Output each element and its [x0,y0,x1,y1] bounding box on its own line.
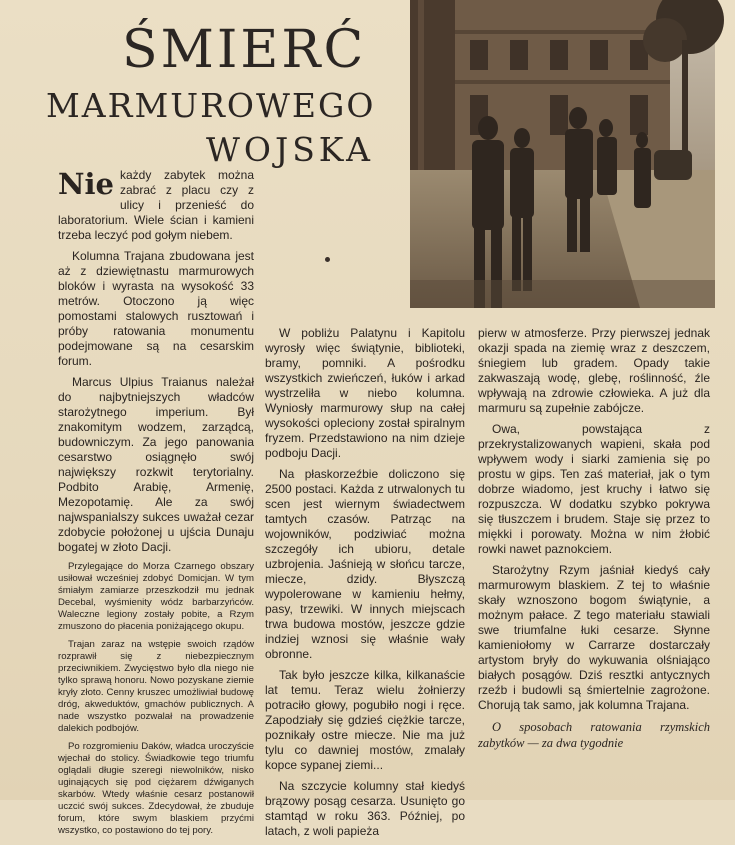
body-paragraph-continued: pierw w atmosferze. Przy pierwszej jednak okazji spada na ziemię wraz z deszczem, śniegiem lub gradem. Opady takie zakwaszają wodę, glebę, roślinność, źle wpływają na zdrowie człowieka. A już dla marmuru są zupełnie zabójcze. [478,326,710,415]
photo-illustration [410,0,715,308]
headline-line-2: MARMUROWEGO [46,86,376,125]
small-paragraph: Trajan zaraz na wstępie swoich rządów rozprawił się z niebezpiecznym przeciwnikiem. Zwycięstwo było dla niego nie tylko sprawą honoru. Nowo pozyskane ziemie kryły złoto. Cenny kruszec umożliwiał budowę dróg, akweduktów, gmachów publicznych. A nade wszystko pozwalał na prowadzenie dalekich podbojów. [58,639,254,734]
column-2 [265,326,465,845]
body-paragraph: Owa, powstająca z przekrystalizowanych wapieni, skała pod wpływem wody i siarki zamienia się po prostu w gips. Ten zaś materiał, jak o tym dobrze wiadomo, jest kruchy i łatwo się rozpuszcza. W dodatku szybko pokrywa się tłuszczem i brudem. Staje się przez to miękki i porowaty. Można w nim żłobić rowki nawet paznokciem. [478,422,710,556]
body-paragraph: Starożytny Rzym jaśniał kiedyś cały marmurowym blaskiem. Z tej to właśnie skały wznoszono bogom świątynie, a możnym pałace. Z tego materiału stawiali swe triumfalne łuki cesarze. Słynne kamieniołomy w Carrarze dostarczały artystom bryły do wykuwania olśniająco białych posągów. Dziś resztki antycznych rzeźb i budowli są śmiertelnie zagrożone. Chorują tak samo, jak kolumna Trajana. [478,563,710,712]
body-paragraph: Marcus Ulpius Traianus należał do najbytniejszych władców starożytnego imperium. Był znakomitym wodzem, zarządcą, budowniczym. Za jego panowania cesarstwo osiągnęło swój największy rozkwit terytorialny. Podbito Arabię, Armenię, Mezopotamię. Ale za swój najwspanialszy sukces uważał cezar zdobycie położonej u ujścia Dunaju bogatej w złoto Dacji. [58,375,254,554]
drop-cap-word: Nie [58,167,114,201]
small-paragraph: Po rozgromieniu Daków, władca uroczyście wjechał do stolicy. Świadkowie tego triumfu oglądali długie szeregi niewolników, nisko uginających się pod ciężarem dźwiganych skarbów. Wtedy właśnie cesarz postanowił uczcić swój sukces. Zdecydował, że zbuduje forum, które swym blaskiem przyćmi wszystko, co postawiono do tej pory. [58,741,254,836]
street-scene-photo [410,0,715,308]
body-paragraph: Na szczycie kolumny stał kiedyś brązowy posąg cesarza. Usunięto go stamtąd w roku 363. Później, po latach, z woli papieża [265,779,465,838]
lead-text: każdy zabytek można zabrać z placu czy z ulicy i przenieść do laboratorium. Wiele ścian i kamieni trzeba leczyć pod gołym niebem. [58,168,254,242]
column-1 [58,168,254,843]
body-paragraph: Na płaskorzeźbie doliczono się 2500 postaci. Każda z utrwalonych tu scen jest wiernym świadectwem tamtych czasów. Patrząc na wojowników, podziwiać można szczegóły ich ubioru, detale uzbrojenia. Jaśnieją w słońcu tarcze, miecze, dzidy. Błyszczą wypolerowane w kamieniu hełmy, pasy, trzewiki. W innych miejscach trwa budowa mostów, jeszcze gdzie indziej wznosi się właśnie wały obronne. [265,467,465,661]
headline-line-1: ŚMIERĆ [122,20,367,80]
small-paragraph: Przylegające do Morza Czarnego obszary usiłował wcześniej zdobyć Domicjan. W tym śmiałym zamiarze przeszkodził mu jednak Decebal, wyśmienity wódz barbarzyńców. Waleczne legiony zostały pobite, a Rzym zmuszono do płacenia poniżającego okupu. [58,561,254,632]
body-paragraph: W pobliżu Palatynu i Kapitolu wyrosły więc świątynie, biblioteki, bramy, pomniki. A pośrodku wszystkich zwieńczeń, łuków i arkad wystrzeliła w niebo kolumna. Wyniosły marmurowy słup na całej wysokości opleciony został spiralnym fryzem. Przedstawiono na nim dzieje podboju Dacji. [265,326,465,460]
continued-next-issue-note: O sposobach ratowania rzymskich zabytków — za dwa tygodnie [478,720,710,750]
headline-line-3: WOJSKA [206,130,374,169]
small-print-section [58,561,254,837]
lead-paragraph [58,168,254,243]
body-paragraph: Tak było jeszcze kilka, kilkanaście lat temu. Teraz wielu żołnierzy potraciło głowy, pogubiło nogi i ręce. Zapodziały się gdzieś ciężkie tarcze, poznikały ostre miecze. Nie ma już tylu co dawniej mostów, zmalały kopce sypanej ziemi... [265,668,465,772]
body-paragraph: Kolumna Trajana zbudowana jest aż z dziewiętnastu marmurowych bloków i wyrasta na wysokość 33 metrów. Otoczono ją więc pomostami stalowych rusztowań i próby ratowania monumentu podejmowane są na cesarskim forum. [58,249,254,368]
decorative-dot [325,257,330,262]
column-3 [478,326,710,757]
